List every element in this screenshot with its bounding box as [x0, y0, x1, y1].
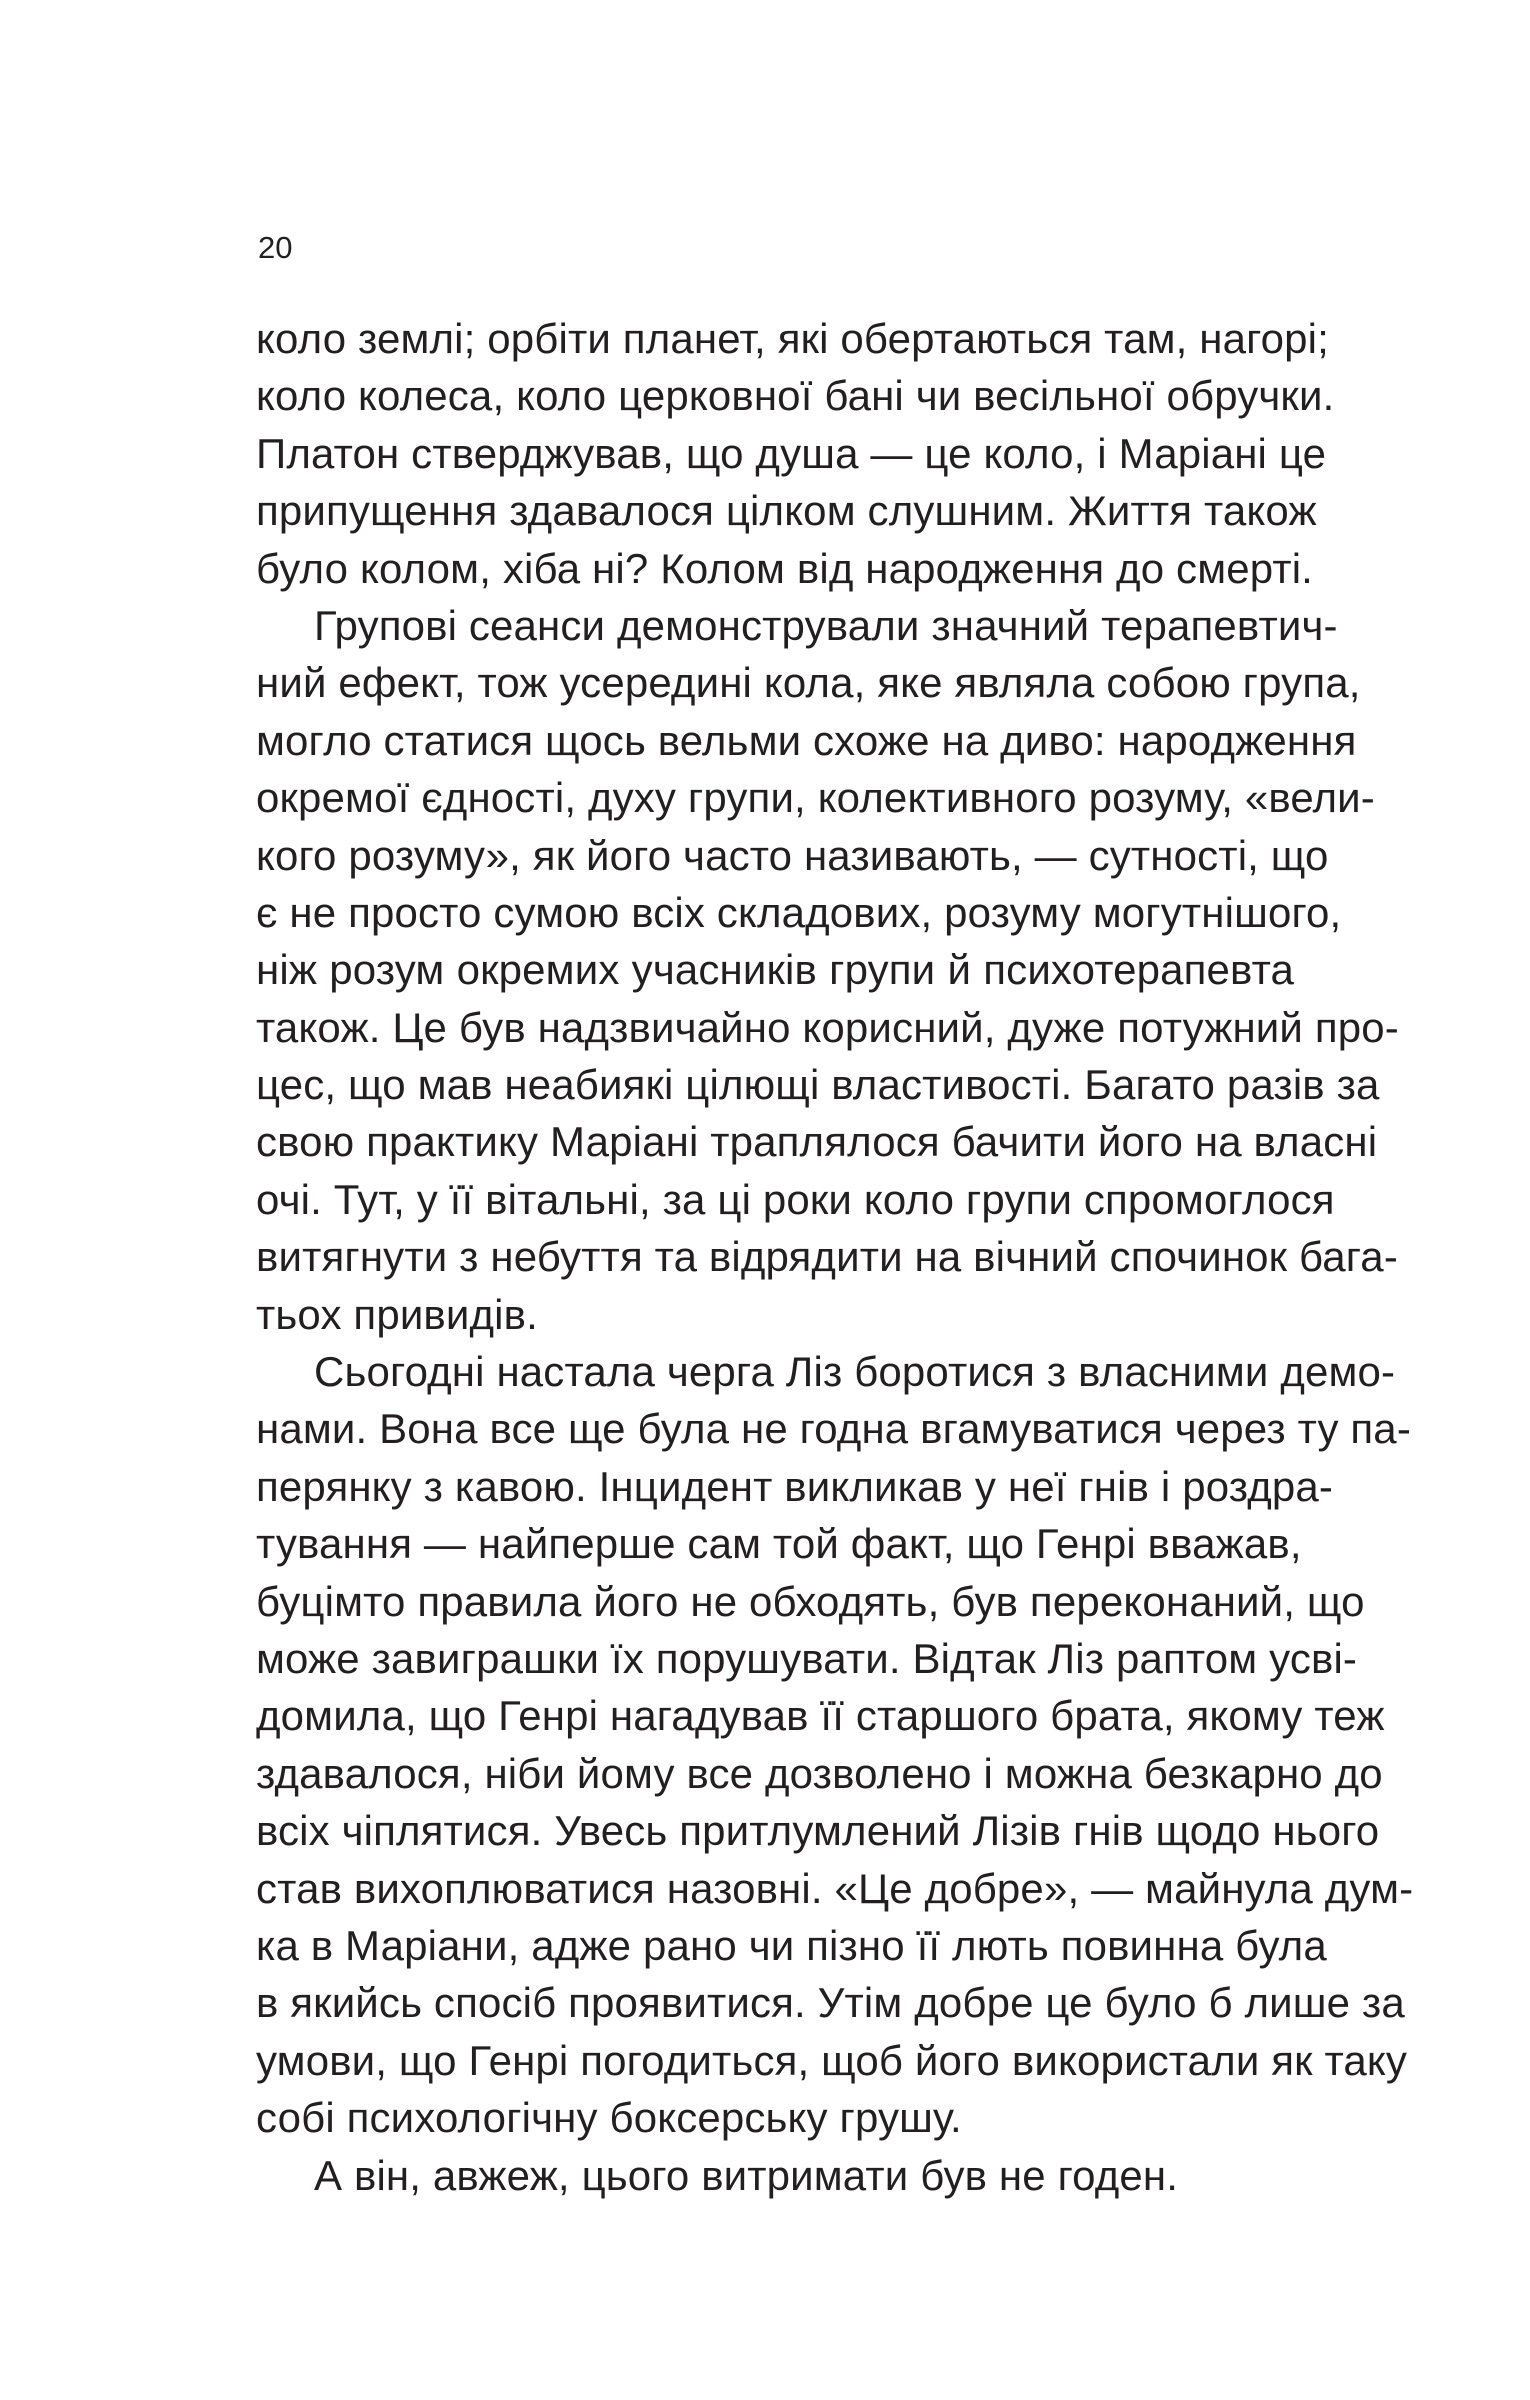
text-line: ніж розум окремих учасників групи й психотерапевта [256, 946, 1294, 994]
text-line: умови, що Генрі погодиться, щоб його використали як таку [256, 2036, 1408, 2084]
text-line: є не просто сумою всіх складових, розуму могутнішого, [256, 888, 1342, 936]
text-line: припущення здавалося цілком слушним. Життя також [256, 487, 1317, 535]
text-line: витягнути з небуття та відрядити на вічний спочинок бага- [256, 1233, 1398, 1281]
text-line: став вихоплюватися назовні. «Це добре», — майнула дум- [256, 1864, 1414, 1912]
text-line: могло статися щось вельми схоже на диво: народження [256, 716, 1357, 764]
text-line: в якийсь спосіб проявитися. Утім добре це було б лише за [256, 1979, 1405, 2027]
text-line: свою практику Маріані траплялося бачити його на власні [256, 1118, 1378, 1166]
text-line: здавалося, ніби йому все дозволено і можна безкарно до [256, 1749, 1383, 1797]
text-line: було колом, хіба ні? Колом від народження до смерті. [256, 544, 1313, 592]
text-line: коло колеса, коло церковної бані чи весільної обручки. [256, 372, 1335, 420]
text-line: перянку з кавою. Інцидент викликав у неї гнів і роздра- [256, 1462, 1334, 1510]
text-line: очі. Тут, у її вітальні, за ці роки коло групи спромоглося [256, 1175, 1335, 1223]
page-number: 20 [258, 230, 293, 265]
text-line: кого розуму», як його часто називають, — сутності, що [256, 831, 1329, 879]
text-line: ний ефект, тож усередині кола, яке являла собою група, [256, 659, 1361, 707]
text-line: всіх чіплятися. Увесь притлумлений Лізів гнів щодо нього [256, 1807, 1380, 1855]
text-line: собі психологічну боксерську грушу. [256, 2094, 962, 2142]
text-line: тьох привидів. [256, 1290, 538, 1338]
text-line: тування — найперше сам той факт, що Генрі вважав, [256, 1520, 1302, 1568]
text-line: Групові сеанси демонстрували значний терапевтич- [314, 601, 1338, 649]
text-line: окремої єдності, духу групи, колективного розуму, «вели- [256, 774, 1375, 822]
text-line: цес, що мав неабиякі цілющі властивості. Багато разів за [256, 1061, 1380, 1109]
text-line: може завиграшки їх порушувати. Відтак Ліз раптом усві- [256, 1634, 1358, 1682]
text-line: домила, що Генрі нагадував її старшого брата, якому теж [256, 1692, 1385, 1740]
text-line: Платон стверджував, що душа — це коло, і Маріані це [256, 429, 1327, 477]
text-line: А він, авжеж, цього витримати був не годен. [314, 2151, 1179, 2199]
text-line: коло землі; орбіти планет, які обертаються там, нагорі; [256, 315, 1329, 362]
text-line: буцімто правила його не обходять, був переконаний, що [256, 1577, 1365, 1625]
text-line: ка в Маріани, адже рано чи пізно її лють повинна була [256, 1921, 1327, 1969]
body-text [256, 310, 1414, 2204]
text-line: також. Це був надзвичайно корисний, дуже потужний про- [256, 1003, 1399, 1051]
text-line: нами. Вона все ще була не годна вгамуватися через ту па- [256, 1405, 1411, 1453]
text-line: Сьогодні настала черга Ліз боротися з власними демо- [314, 1348, 1396, 1396]
